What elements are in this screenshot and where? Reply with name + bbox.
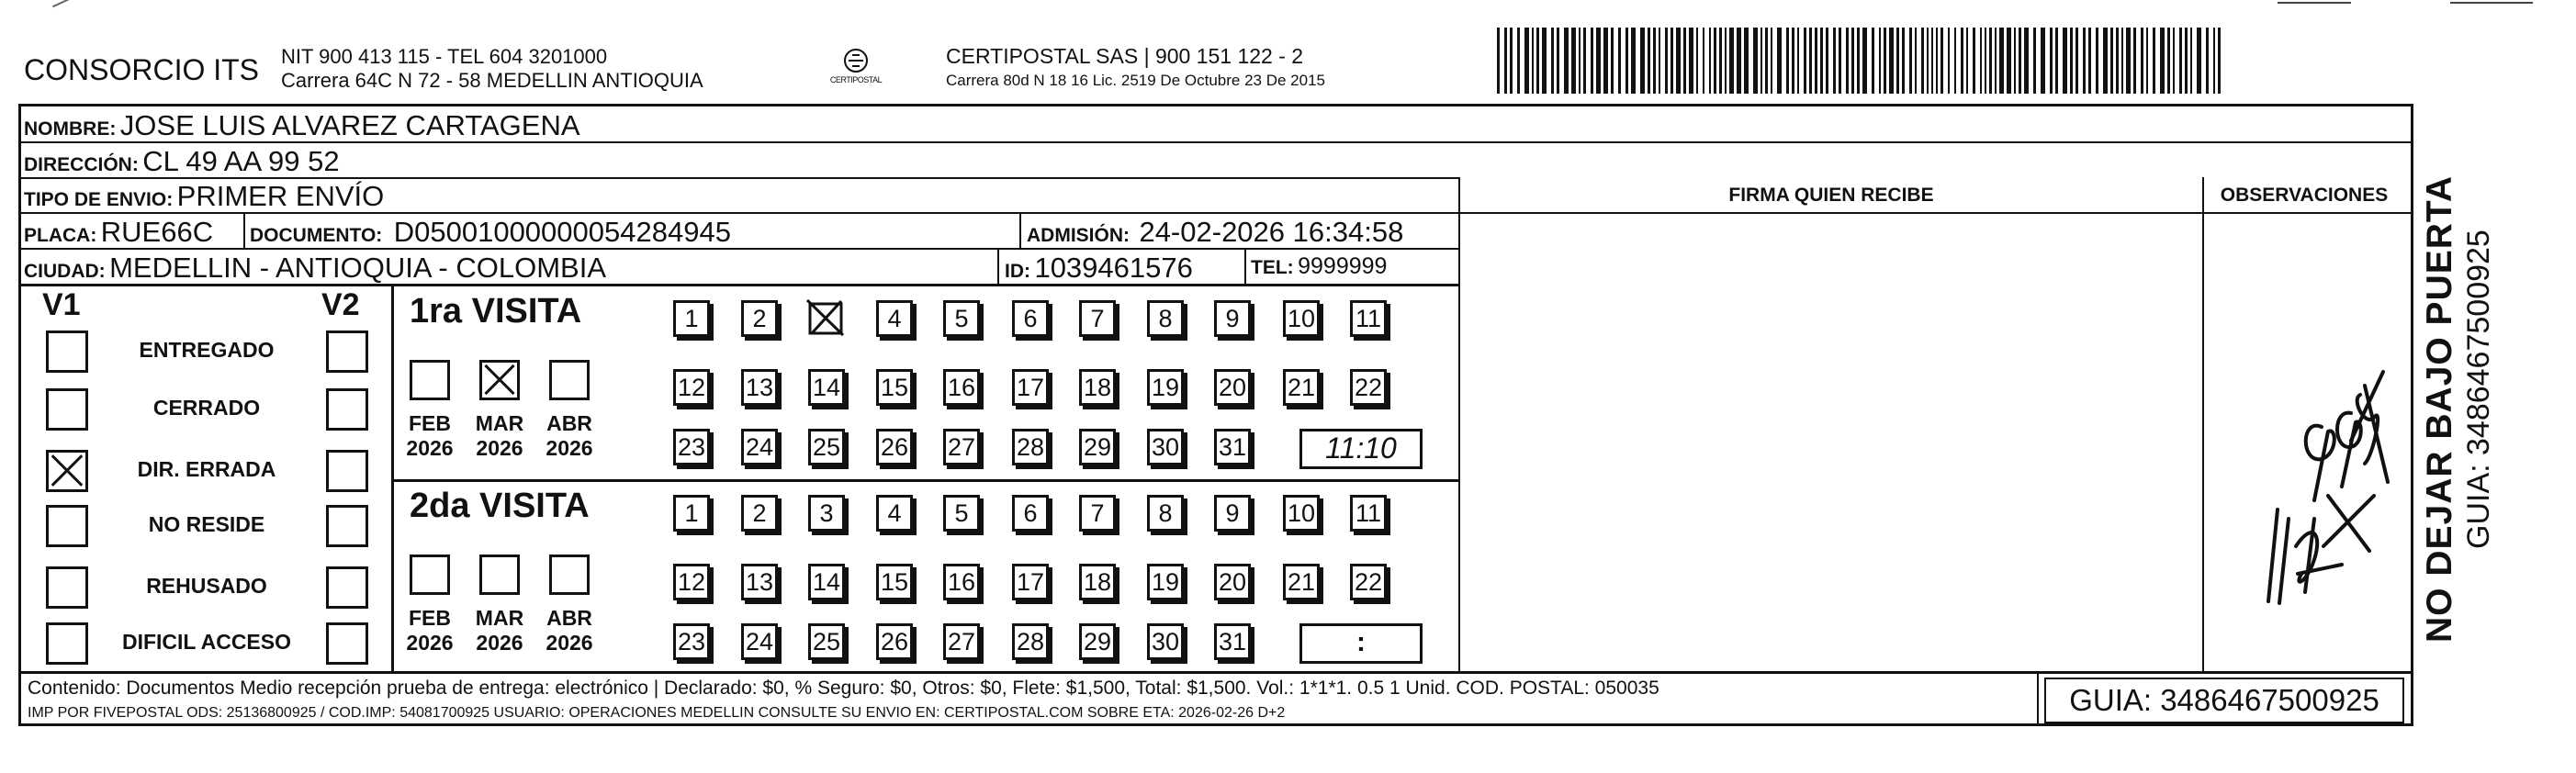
firma-header: FIRMA QUIEN RECIBE	[1728, 185, 1934, 206]
direccion-row	[24, 145, 340, 178]
month-checkbox[interactable]	[479, 360, 520, 400]
day-box[interactable]: 3	[808, 495, 845, 532]
id-label: ID:	[1005, 261, 1030, 282]
visit-title: 2da VISITA	[410, 487, 590, 525]
day-box[interactable]: 8	[1147, 495, 1184, 532]
visit-title: 1ra VISITA	[410, 292, 582, 330]
status-label: ENTREGADO	[139, 338, 275, 362]
day-box[interactable]: 10	[1283, 300, 1320, 337]
day-box[interactable]: 21	[1283, 564, 1320, 600]
day-box[interactable]: 16	[943, 369, 980, 406]
day-box[interactable]: 16	[943, 564, 980, 600]
year-label: 2026	[406, 631, 454, 655]
year-label: 2026	[476, 436, 523, 460]
nombre-row	[24, 109, 580, 142]
v1-checkbox[interactable]	[46, 505, 88, 547]
day-box[interactable]: 29	[1079, 429, 1116, 465]
admision-label: ADMISIÓN:	[1027, 225, 1130, 246]
v1-checkbox[interactable]	[46, 566, 88, 609]
scan-mark	[52, 0, 78, 7]
year-label: 2026	[406, 436, 454, 460]
side-guia: GUIA: 3486467500925	[2461, 230, 2496, 549]
tipo-label: TIPO DE ENVIO:	[24, 189, 174, 210]
month-label: FEB	[409, 411, 451, 435]
day-box[interactable]: 18	[1079, 369, 1116, 406]
day-box[interactable]: 28	[1012, 623, 1049, 660]
day-box[interactable]: 26	[876, 429, 913, 465]
month-checkbox[interactable]	[479, 555, 520, 595]
day-box[interactable]: 11	[1350, 495, 1387, 532]
admision-value: 24-02-2026 16:34:58	[1139, 216, 1404, 248]
day-box[interactable]: 26	[876, 623, 913, 660]
barcode	[1497, 28, 2227, 94]
side-warning: NO DEJAR BAJO PUERTA	[2420, 174, 2459, 643]
company-nit: NIT 900 413 115 - TEL 604 3201000	[281, 45, 608, 68]
v2-label: V2	[321, 287, 360, 322]
month-checkbox[interactable]	[410, 360, 450, 400]
day-box[interactable]: 13	[741, 564, 778, 600]
day-box[interactable]: 31	[1214, 429, 1251, 465]
month-label: MAR	[475, 606, 524, 630]
v2-checkbox[interactable]	[326, 388, 368, 431]
v2-checkbox[interactable]	[326, 450, 368, 492]
day-box[interactable]: 22	[1350, 369, 1387, 406]
v1-checkbox[interactable]	[46, 622, 88, 665]
time-box[interactable]: :	[1299, 623, 1423, 664]
day-box[interactable]: 9	[1214, 495, 1251, 532]
nombre-label: NOMBRE:	[24, 118, 117, 140]
observaciones-header: OBSERVACIONES	[2220, 185, 2389, 206]
day-box[interactable]: 8	[1147, 300, 1184, 337]
day-box[interactable]: 21	[1283, 369, 1320, 406]
month-label: ABR	[546, 606, 592, 630]
day-box[interactable]: 22	[1350, 564, 1387, 600]
direccion-value: CL 49 AA 99 52	[142, 145, 340, 177]
day-box[interactable]: 17	[1012, 369, 1049, 406]
day-box[interactable]: 20	[1214, 564, 1251, 600]
v1-checkbox[interactable]	[46, 330, 88, 373]
day-box[interactable]: 9	[1214, 300, 1251, 337]
footer-contents: Contenido: Documentos Medio recepción prueba de entrega: electrónico | Declarado: $0, % Seguro: $0, Otros: $0, Flete: $1,500, Total: $1,500. Vol.: 1*1*1. 0.5 1 Unid. COD. POSTAL: 050035	[28, 678, 1659, 699]
day-box[interactable]: 27	[943, 623, 980, 660]
status-label: CERRADO	[152, 396, 261, 420]
ciudad-value: MEDELLIN - ANTIOQUIA - COLOMBIA	[109, 252, 606, 284]
day-box[interactable]: 17	[1012, 564, 1049, 600]
day-box[interactable]: 10	[1283, 495, 1320, 532]
day-box[interactable]: 29	[1079, 623, 1116, 660]
day-box[interactable]: 13	[741, 369, 778, 406]
month-checkbox[interactable]	[410, 555, 450, 595]
month-checkbox[interactable]	[549, 360, 590, 400]
day-box[interactable]: 14	[808, 369, 845, 406]
year-label: 2026	[546, 631, 593, 655]
day-box[interactable]: 25	[808, 429, 845, 465]
v1-checkbox[interactable]	[46, 388, 88, 431]
v2-checkbox[interactable]	[326, 622, 368, 665]
day-box[interactable]: 4	[876, 300, 913, 337]
direccion-label: DIRECCIÓN:	[24, 154, 139, 175]
day-box[interactable]: 30	[1147, 623, 1184, 660]
nombre-value: JOSE LUIS ALVAREZ CARTAGENA	[119, 109, 580, 141]
day-box[interactable]: 18	[1079, 564, 1116, 600]
month-label: ABR	[546, 411, 592, 435]
month-label: MAR	[475, 411, 524, 435]
footer-print-info: IMP POR FIVEPOSTAL ODS: 25136800925 / COD.IMP: 54081700925 USUARIO: OPERACIONES MEDELLIN CONSULTE SU ENVIO EN: CERTIPOSTAL.COM SOBRE ETA: 2026-02-26 D+2	[28, 705, 1286, 721]
day-box[interactable]: 31	[1214, 623, 1251, 660]
footer-guia: GUIA: 3486467500925	[2044, 678, 2404, 723]
day-box[interactable]: 28	[1012, 429, 1049, 465]
day-box[interactable]: 23	[673, 429, 710, 465]
day-box[interactable]: 11	[1350, 300, 1387, 337]
day-box[interactable]: 12	[673, 564, 710, 600]
day-box[interactable]: 23	[673, 623, 710, 660]
day-box[interactable]: 2	[741, 300, 778, 337]
observation-handwriting	[2213, 243, 2397, 629]
day-box[interactable]: 15	[876, 564, 913, 600]
v1-label: V1	[42, 287, 81, 322]
day-box[interactable]: 2	[741, 495, 778, 532]
v2-checkbox[interactable]	[326, 505, 368, 547]
v2-checkbox[interactable]	[326, 330, 368, 373]
company-name: CONSORCIO ITS	[24, 53, 260, 86]
id-value: 1039461576	[1034, 252, 1193, 284]
year-label: 2026	[476, 631, 523, 655]
day-box[interactable]: 15	[876, 369, 913, 406]
day-box[interactable]: 24	[741, 429, 778, 465]
status-label: REHUSADO	[146, 574, 267, 598]
status-label: NO RESIDE	[148, 512, 265, 536]
day-box[interactable]: 5	[943, 495, 980, 532]
day-box[interactable]: 25	[808, 623, 845, 660]
day-box[interactable]: 5	[943, 300, 980, 337]
placa-value: RUE66C	[100, 216, 214, 248]
placa-label: PLACA:	[24, 225, 97, 246]
day-box[interactable]: 24	[741, 623, 778, 660]
company-address: Carrera 64C N 72 - 58 MEDELLIN ANTIOQUIA	[281, 69, 703, 92]
tipo-row	[24, 180, 384, 213]
day-box[interactable]: 1	[673, 495, 710, 532]
month-checkbox[interactable]	[549, 555, 590, 595]
v2-checkbox[interactable]	[326, 566, 368, 609]
day-box[interactable]: 20	[1214, 369, 1251, 406]
v1-checkbox[interactable]	[46, 450, 88, 492]
year-label: 2026	[546, 436, 593, 460]
status-label: DIR. ERRADA	[137, 457, 276, 481]
certipostal-license: Carrera 80d N 18 16 Lic. 2519 De Octubre 23 De 2015	[946, 72, 1325, 89]
day-box[interactable]: 19	[1147, 369, 1184, 406]
day-box[interactable]: 7	[1079, 495, 1116, 532]
day-box[interactable]: 30	[1147, 429, 1184, 465]
month-label: FEB	[409, 606, 451, 630]
day-box[interactable]: 12	[673, 369, 710, 406]
day-box[interactable]: 27	[943, 429, 980, 465]
documento-label: DOCUMENTO:	[250, 225, 383, 246]
day-box[interactable]: 6	[1012, 300, 1049, 337]
ciudad-label: CIUDAD:	[24, 261, 106, 282]
day-box[interactable]: 14	[808, 564, 845, 600]
tipo-value: PRIMER ENVÍO	[176, 180, 385, 212]
day-box[interactable]: 19	[1147, 564, 1184, 600]
day-box[interactable]: 4	[876, 495, 913, 532]
certipostal-logo: CERTIPOSTAL	[828, 42, 883, 97]
time-box[interactable]: 11:10	[1299, 429, 1423, 469]
day-box[interactable]: 1	[673, 300, 710, 337]
documento-value: D05001000000054284945	[393, 216, 731, 248]
tel-label: TEL:	[1251, 257, 1294, 278]
day-box[interactable]: 7	[1079, 300, 1116, 337]
day-box[interactable]: 6	[1012, 495, 1049, 532]
status-label: DIFICIL ACCESO	[121, 630, 291, 654]
certipostal-info: CERTIPOSTAL SAS | 900 151 122 - 2	[946, 44, 1304, 68]
tel-value: 9999999	[1298, 253, 1388, 279]
day-box[interactable]	[808, 300, 845, 337]
